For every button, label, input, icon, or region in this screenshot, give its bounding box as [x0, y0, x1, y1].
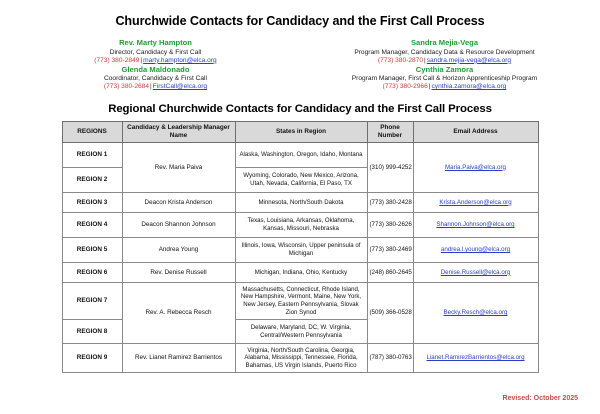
contact-contact-line [303, 83, 586, 91]
cell-states: Massachusetts, Connecticut, Rhode Island, New Hampshire, Vermont, Maine, New York, New Jersey, Eastern Pennsylvania, Slovak Zion Synod [235, 283, 367, 320]
email-link[interactable]: andrea.l.young@elca.org [440, 246, 511, 254]
table-row [62, 213, 538, 238]
contact-name: Cynthia Zamora [415, 64, 474, 74]
contact-contact-line [14, 83, 297, 91]
column-header-states: States in Region [235, 122, 367, 143]
email-link[interactable]: Shannon.Johnson@elca.org [436, 221, 515, 229]
cell-manager-name: Deacon Shannon Johnson [122, 213, 235, 238]
contact-separator: | [140, 56, 143, 64]
contact-email-link[interactable]: marty.hampton@elca.org [143, 56, 217, 64]
contact-phone: (773) 380-2870 [377, 56, 423, 64]
contact-separator: | [150, 83, 152, 91]
contact-card-sandra-mejia-vega [303, 39, 586, 64]
cell-phone: (773) 380-2428 [367, 193, 413, 213]
table-header-row [62, 122, 538, 143]
cell-phone: (310) 999-4252 [367, 143, 413, 193]
cell-states: Alaska, Washington, Oregon, Idaho, Montana [235, 143, 367, 168]
contact-card-cynthia-zamora [303, 66, 586, 91]
document-page [0, 14, 600, 414]
contact-role: Program Manager, First Call & Horizon Apprenticeship Program [351, 75, 538, 83]
churchwide-contacts-list [14, 39, 586, 91]
contact-phone: (773) 380-2849 [94, 56, 140, 64]
column-header-email: Email Address [413, 122, 538, 143]
cell-manager-name: Rev. Lianet Ramirez Barrientos [122, 344, 235, 373]
email-link[interactable]: Becky.Resch@elca.org [443, 309, 508, 317]
cell-states: Texas, Louisiana, Arkansas, Oklahoma, Kansas, Missouri, Nebraska [235, 213, 367, 238]
contact-email-link[interactable]: cynthia.zamora@elca.org [431, 83, 507, 91]
contact-name: Rev. Marty Hampton [119, 38, 192, 48]
cell-email [413, 143, 538, 193]
cell-states: Minnesota, North/South Dakota [235, 193, 367, 213]
cell-states: Michigan, Indiana, Ohio, Kentucky [235, 263, 367, 283]
cell-phone: (787) 380-0763 [367, 344, 413, 373]
cell-email [413, 344, 538, 373]
contact-phone: (773) 380-2966 [382, 83, 428, 91]
cell-email [413, 283, 538, 344]
cell-email [413, 213, 538, 238]
contact-email-link[interactable]: FirstCall@elca.org [152, 83, 208, 91]
contact-email-link[interactable]: sandra.mejia-vega@elca.org [426, 56, 512, 64]
cell-states: Virginia, North/South Carolina, Georgia, Alabama, Mississippi, Tennessee, Florida, Bahamas, US Virgin Islands, Puerto Rico [235, 344, 367, 373]
email-link[interactable]: Maria.Paiva@elca.org [445, 163, 506, 171]
contact-phone: (773) 380-2684 [103, 83, 150, 91]
cell-region: REGION 8 [62, 320, 122, 344]
contact-name: Glenda Maldonado [121, 64, 190, 74]
contact-contact-line [14, 57, 297, 65]
contact-contact-line [303, 57, 586, 65]
cell-region: REGION 5 [62, 238, 122, 263]
cell-manager-name: Andrea Young [122, 238, 235, 263]
regional-contacts-table [62, 121, 539, 373]
table-header [62, 122, 538, 143]
contact-card-glenda-maldonado [14, 66, 297, 91]
page-title: Churchwide Contacts for Candidacy and the First Call Process [115, 14, 485, 28]
table-row [62, 143, 538, 168]
cell-states: Delaware, Maryland, DC, W. Virginia, Central/Western Pennsylvania [235, 320, 367, 344]
cell-phone: (773) 380-2469 [367, 238, 413, 263]
column-header-phone: Phone Number [367, 122, 413, 143]
table-row [62, 193, 538, 213]
contact-role: Coordinator, Candidacy & First Call [104, 75, 207, 83]
cell-states: Illinois, Iowa, Wisconsin, Upper peninsula of Michigan [235, 238, 367, 263]
cell-phone: (773) 380-2626 [367, 213, 413, 238]
contact-separator: | [423, 56, 426, 64]
contact-separator: | [428, 83, 431, 91]
cell-manager-name: Rev. Denise Russell [122, 263, 235, 283]
cell-states: Wyoming, Colorado, New Mexico, Arizona, Utah, Nevada, California, El Paso, TX [235, 168, 367, 193]
cell-email [413, 238, 538, 263]
cell-email [413, 263, 538, 283]
cell-region: REGION 3 [62, 193, 122, 213]
table-row [62, 263, 538, 283]
contact-role: Director, Candidacy & First Call [109, 48, 202, 56]
contact-role: Program Manager, Candidacy Data & Resource Development [354, 48, 535, 56]
cell-region: REGION 2 [62, 168, 122, 193]
cell-phone: (509) 366-0528 [367, 283, 413, 344]
cell-phone: (248) 860-2645 [367, 263, 413, 283]
email-link[interactable]: Krista.Anderson@elca.org [439, 198, 512, 206]
email-link[interactable]: Denise.Russell@elca.org [440, 268, 511, 276]
column-header-regions: REGIONS [62, 122, 122, 143]
contact-card-marty-hampton [14, 39, 297, 64]
table-row [62, 238, 538, 263]
cell-region: REGION 7 [62, 283, 122, 320]
cell-region: REGION 4 [62, 213, 122, 238]
cell-manager-name: Deacon Krista Anderson [122, 193, 235, 213]
regional-contacts-table-wrapper [14, 121, 586, 373]
table-body [62, 143, 538, 373]
cell-region: REGION 9 [62, 344, 122, 373]
email-link[interactable]: Lianet.RamirezBarrientos@elca.org [426, 354, 525, 362]
cell-email [413, 193, 538, 213]
table-row [62, 344, 538, 373]
section-title: Regional Churchwide Contacts for Candidacy and the First Call Process [108, 103, 492, 116]
table-row [62, 283, 538, 320]
revised-date: Revised: October 2025 [502, 395, 578, 402]
cell-region: REGION 1 [62, 143, 122, 168]
column-header-manager-name: Candidacy & Leadership Manager Name [122, 122, 235, 143]
cell-manager-name: Rev. A. Rebecca Resch [122, 283, 235, 344]
cell-manager-name: Rev. Maria Paiva [122, 143, 235, 193]
cell-region: REGION 6 [62, 263, 122, 283]
contact-name: Sandra Mejia-Vega [410, 38, 479, 48]
